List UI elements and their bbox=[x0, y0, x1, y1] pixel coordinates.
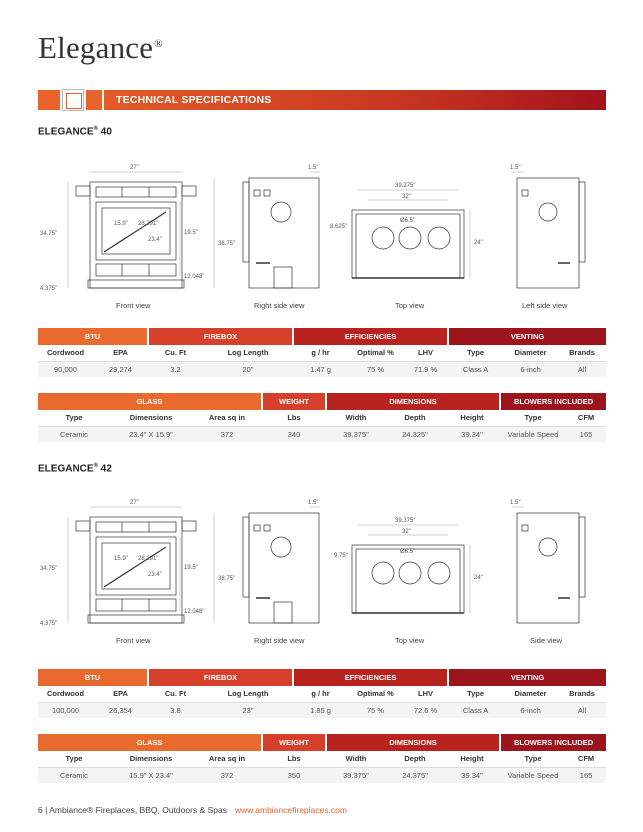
dim-label: 9.75" bbox=[334, 553, 348, 559]
column-header: Cordwood bbox=[38, 345, 93, 361]
column-header: Lbs bbox=[262, 751, 326, 767]
dim-label: 27" bbox=[130, 500, 139, 506]
group-venting: VENTING bbox=[448, 328, 606, 345]
column-header: Area sq in bbox=[192, 751, 262, 767]
group-venting: VENTING bbox=[448, 669, 606, 686]
column-header: Brands bbox=[558, 686, 606, 702]
column-header: Type bbox=[448, 345, 503, 361]
table-cell: 372 bbox=[192, 767, 262, 783]
dim-label: 1.5" bbox=[510, 500, 521, 506]
table-cell: 20" bbox=[203, 361, 293, 377]
view-label: Right side view bbox=[254, 636, 305, 645]
spec-table-dimensions-40 bbox=[38, 393, 606, 442]
dim-label: 1.5" bbox=[308, 165, 319, 171]
column-header: Type bbox=[500, 751, 566, 767]
dim-label: 38.75" bbox=[218, 576, 236, 582]
column-header: LHV bbox=[403, 345, 448, 361]
view-label: Front view bbox=[116, 301, 151, 310]
table-row bbox=[38, 702, 606, 718]
column-header: CFM bbox=[566, 751, 606, 767]
dim-label: 39.375" bbox=[395, 518, 416, 524]
table-cell: 15.9" X 23.4" bbox=[110, 767, 192, 783]
table-cell: 39.375" bbox=[326, 767, 386, 783]
technical-drawings bbox=[38, 160, 606, 310]
group-blowers: BLOWERS INCLUDED bbox=[500, 393, 606, 410]
group-efficiencies: EFFICIENCIES bbox=[293, 669, 448, 686]
dim-label: 23.4" bbox=[148, 572, 162, 578]
dim-label: Ø6.5" bbox=[400, 218, 416, 224]
table-row bbox=[38, 361, 606, 377]
table-cell: 71.9 % bbox=[403, 361, 448, 377]
group-weight: WEIGHT bbox=[262, 393, 326, 410]
column-header: Diameter bbox=[503, 345, 558, 361]
view-label: Front view bbox=[116, 636, 151, 645]
table-cell: 340 bbox=[262, 426, 326, 442]
dim-label: 28.291" bbox=[138, 556, 159, 562]
table-cell: Class A bbox=[448, 702, 503, 718]
table-cell: Variable Speed bbox=[500, 426, 566, 442]
dim-label: 32" bbox=[402, 529, 411, 535]
group-btu: BTU bbox=[38, 328, 148, 345]
dim-label: 12.048" bbox=[184, 274, 205, 280]
table-cell: 350 bbox=[262, 767, 326, 783]
group-firebox: FIREBOX bbox=[148, 669, 293, 686]
table-row bbox=[38, 767, 606, 783]
table-cell: 24.375" bbox=[386, 767, 444, 783]
view-label: Left side view bbox=[522, 301, 568, 310]
technical-drawings bbox=[38, 495, 606, 645]
column-header: Dimensions bbox=[110, 751, 192, 767]
group-dimensions: DIMENSIONS bbox=[326, 393, 500, 410]
dim-label: 28.291" bbox=[138, 221, 159, 227]
model-title-42: ELEGANCE® 42 bbox=[38, 463, 112, 475]
dim-label: 4.375" bbox=[40, 621, 58, 627]
column-header: Depth bbox=[386, 410, 444, 426]
table-cell: 3.8 bbox=[148, 702, 203, 718]
column-header: Type bbox=[38, 410, 110, 426]
drawings-model-42 bbox=[38, 495, 606, 645]
column-header: Dimensions bbox=[110, 410, 192, 426]
column-header: Cordwood bbox=[38, 686, 93, 702]
view-label: Top view bbox=[395, 636, 425, 645]
table-cell: 75 % bbox=[348, 361, 403, 377]
group-dimensions: DIMENSIONS bbox=[326, 734, 500, 751]
column-header: Area sq in bbox=[192, 410, 262, 426]
dim-label: 15.9" bbox=[114, 556, 128, 562]
page-footer bbox=[38, 805, 347, 815]
dim-label: 24" bbox=[474, 575, 483, 581]
table-header-row bbox=[38, 751, 606, 767]
column-header: g / hr bbox=[293, 345, 348, 361]
column-header: LHV bbox=[403, 686, 448, 702]
column-header: Type bbox=[500, 410, 566, 426]
table-cell: 29,274 bbox=[93, 361, 148, 377]
table-cell: 372 bbox=[192, 426, 262, 442]
table-cell: Ceramic bbox=[38, 767, 110, 783]
column-header: Brands bbox=[558, 345, 606, 361]
dim-label: 24" bbox=[474, 240, 483, 246]
table-header-row bbox=[38, 345, 606, 361]
group-glass: GLASS bbox=[38, 393, 262, 410]
column-header: Diameter bbox=[503, 686, 558, 702]
table-cell: 90,000 bbox=[38, 361, 93, 377]
dim-label: 19.5" bbox=[184, 565, 198, 571]
spec-table-dimensions-42 bbox=[38, 734, 606, 783]
banner-title: TECHNICAL SPECIFICATIONS bbox=[104, 90, 606, 110]
dim-label: 4.375" bbox=[40, 286, 58, 292]
column-header: Log Length bbox=[203, 686, 293, 702]
drawings-model-40 bbox=[38, 160, 606, 310]
column-header: EPA bbox=[93, 345, 148, 361]
dim-label: 12.048" bbox=[184, 609, 205, 615]
table-cell: Ceramic bbox=[38, 426, 110, 442]
table-cell: Class A bbox=[448, 361, 503, 377]
table-cell: 24.325" bbox=[386, 426, 444, 442]
table-row bbox=[38, 426, 606, 442]
group-efficiencies: EFFICIENCIES bbox=[293, 328, 448, 345]
dim-label: 19.5" bbox=[184, 230, 198, 236]
column-header: Height bbox=[444, 410, 500, 426]
column-header: Type bbox=[38, 751, 110, 767]
column-header: Cu. Ft bbox=[148, 345, 203, 361]
table-cell: Variable Speed bbox=[500, 767, 566, 783]
table-cell: 75 % bbox=[348, 702, 403, 718]
table-cell: 6-inch bbox=[503, 702, 558, 718]
dim-label: 27" bbox=[130, 165, 139, 171]
spec-table-performance-40 bbox=[38, 328, 606, 377]
table-header-row bbox=[38, 410, 606, 426]
column-header: EPA bbox=[93, 686, 148, 702]
footer-url-link[interactable]: www.ambiancefireplaces.com bbox=[234, 805, 347, 815]
group-btu: BTU bbox=[38, 669, 148, 686]
brand-title: Elegance® bbox=[38, 30, 163, 65]
column-header: Type bbox=[448, 686, 503, 702]
dim-label: Ø6.5" bbox=[400, 549, 416, 555]
dim-label: 8.625" bbox=[330, 224, 348, 230]
table-cell: All bbox=[558, 361, 606, 377]
dim-label: 1.5" bbox=[510, 165, 521, 171]
table-cell: 39.34" bbox=[444, 426, 500, 442]
table-cell: 1.47 g bbox=[293, 361, 348, 377]
section-banner bbox=[38, 90, 606, 110]
table-header-row bbox=[38, 686, 606, 702]
table-cell: 23.4" X 15.9" bbox=[110, 426, 192, 442]
column-header: Width bbox=[326, 410, 386, 426]
banner-square-icon bbox=[38, 90, 60, 110]
group-blowers: BLOWERS INCLUDED bbox=[500, 734, 606, 751]
dim-label: 34.75" bbox=[40, 231, 58, 237]
dim-label: 32" bbox=[402, 194, 411, 200]
table-cell: 165 bbox=[566, 767, 606, 783]
table-cell: 72.6 % bbox=[403, 702, 448, 718]
dim-label: 15.9" bbox=[114, 221, 128, 227]
column-header: CFM bbox=[566, 410, 606, 426]
dim-label: 39.375" bbox=[395, 183, 416, 189]
group-weight: WEIGHT bbox=[262, 734, 326, 751]
table-cell: 3.2 bbox=[148, 361, 203, 377]
view-label: Right side view bbox=[254, 301, 305, 310]
column-header: Width bbox=[326, 751, 386, 767]
column-header: Depth bbox=[386, 751, 444, 767]
dim-label: 38.75" bbox=[218, 241, 236, 247]
column-header: g / hr bbox=[293, 686, 348, 702]
view-label: Top view bbox=[395, 301, 425, 310]
spec-table-performance-42 bbox=[38, 669, 606, 718]
table-cell: 1.85 g bbox=[293, 702, 348, 718]
column-header: Height bbox=[444, 751, 500, 767]
table-cell: 26,354 bbox=[93, 702, 148, 718]
group-firebox: FIREBOX bbox=[148, 328, 293, 345]
footer-text: 6 | Ambiance® Fireplaces, BBQ, Outdoors & Spas bbox=[38, 805, 227, 815]
group-glass: GLASS bbox=[38, 734, 262, 751]
table-cell: 39.34" bbox=[444, 767, 500, 783]
column-header: Cu. Ft bbox=[148, 686, 203, 702]
column-header: Optimal % bbox=[348, 686, 403, 702]
model-title-40: ELEGANCE® 40 bbox=[38, 126, 112, 138]
table-cell: 6-inch bbox=[503, 361, 558, 377]
dim-label: 34.75" bbox=[40, 566, 58, 572]
column-header: Lbs bbox=[262, 410, 326, 426]
table-cell: 39.375" bbox=[326, 426, 386, 442]
dim-label: 23.4" bbox=[148, 237, 162, 243]
banner-outline-square-icon bbox=[62, 89, 84, 111]
view-label: Side view bbox=[530, 636, 563, 645]
table-cell: 100,000 bbox=[38, 702, 93, 718]
banner-square-icon bbox=[86, 90, 102, 110]
table-cell: 165 bbox=[566, 426, 606, 442]
table-cell: 23" bbox=[203, 702, 293, 718]
dim-label: 1.5" bbox=[308, 500, 319, 506]
column-header: Log Length bbox=[203, 345, 293, 361]
table-cell: All bbox=[558, 702, 606, 718]
column-header: Optimal % bbox=[348, 345, 403, 361]
